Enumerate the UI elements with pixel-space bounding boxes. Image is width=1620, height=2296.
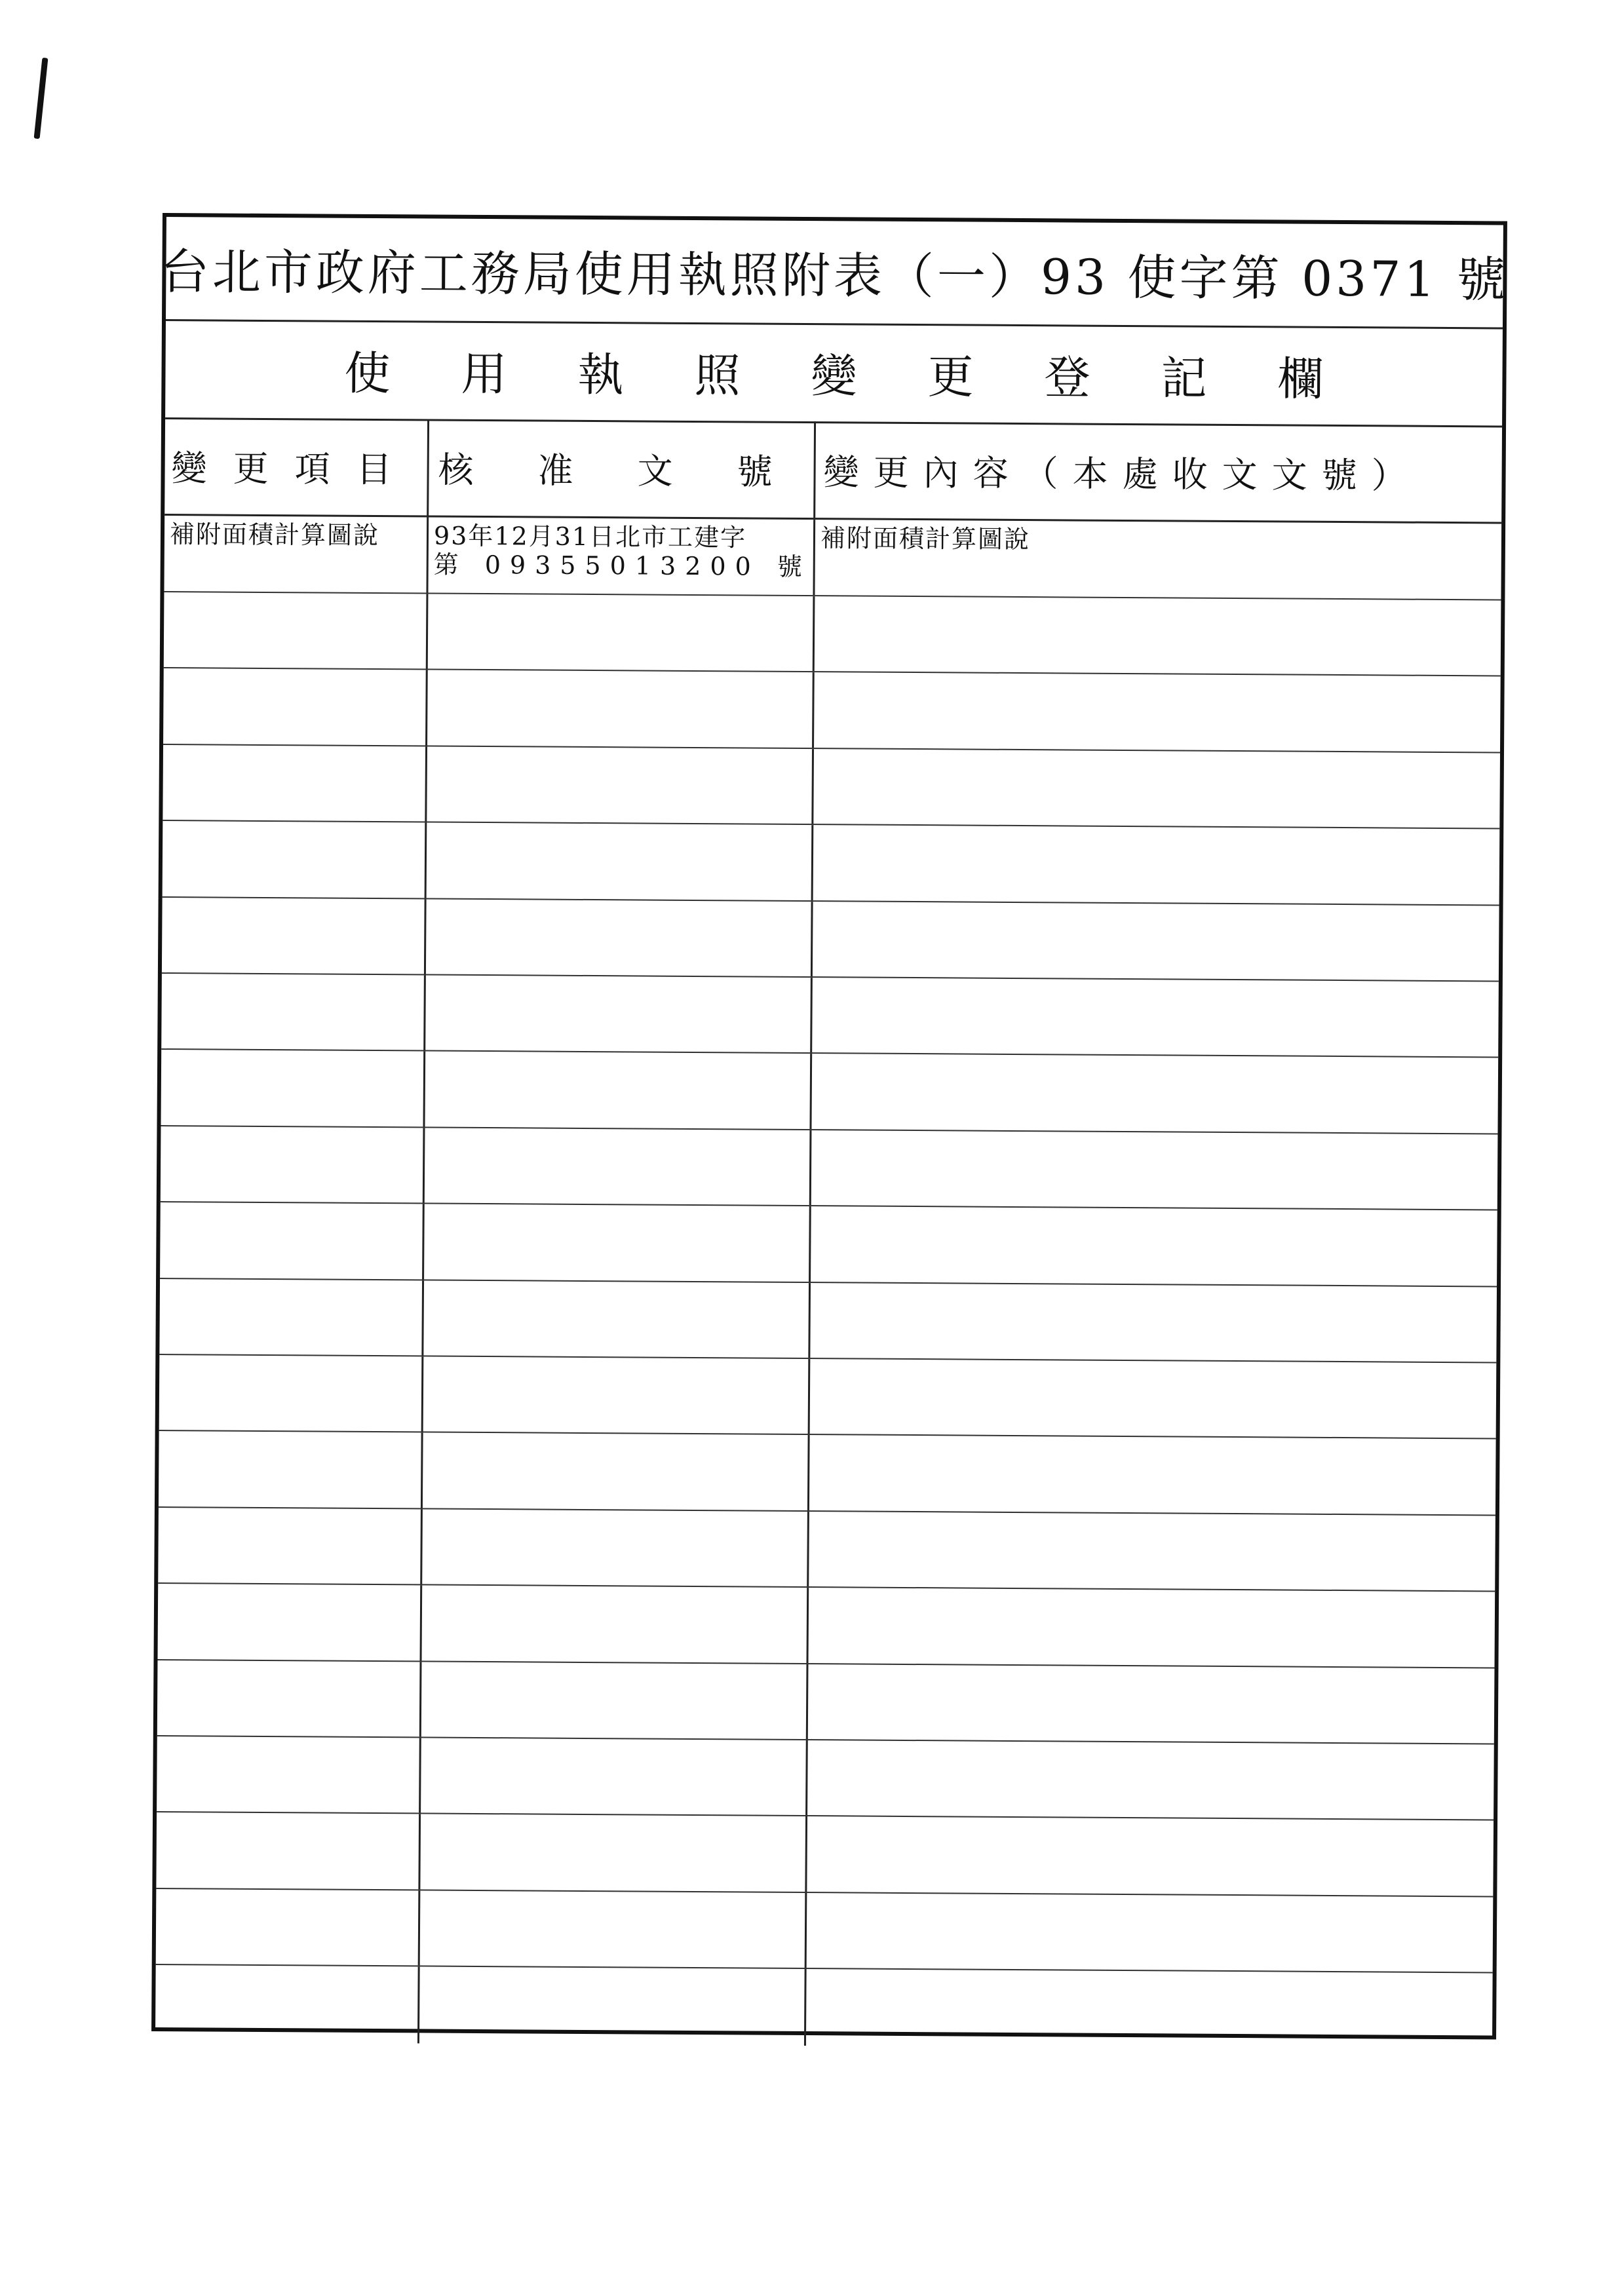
empty-table-row (163, 745, 1500, 830)
empty-table-row (158, 1508, 1495, 1592)
empty-table-row (163, 821, 1500, 906)
empty-cell (156, 1889, 419, 1966)
empty-cell (418, 1890, 805, 1968)
empty-cell (426, 594, 813, 671)
empty-cell (424, 899, 811, 976)
empty-cell (158, 1584, 421, 1660)
empty-cell (805, 1816, 1494, 1896)
empty-cell (811, 749, 1500, 828)
header-change-item: 變更項目 (171, 448, 418, 491)
empty-table-row (161, 974, 1499, 1058)
empty-cell (806, 1664, 1495, 1744)
empty-cell (422, 1204, 809, 1282)
empty-cell (157, 1660, 420, 1737)
empty-table-row (161, 1126, 1498, 1211)
empty-cell (159, 1355, 422, 1432)
empty-cell (813, 596, 1501, 676)
empty-table-row (159, 1431, 1496, 1516)
empty-cell (163, 668, 426, 745)
empty-table-row (159, 1355, 1497, 1440)
empty-table-row (156, 1812, 1494, 1897)
form-subtitle-text: 使用執照變更登記欄 (344, 346, 1395, 406)
empty-cell (418, 1814, 805, 1892)
empty-cell (807, 1588, 1495, 1667)
empty-cell (156, 1812, 419, 1889)
empty-cell (419, 1738, 806, 1815)
empty-cell (805, 1893, 1494, 1972)
empty-cell (808, 1283, 1497, 1362)
empty-cell (811, 902, 1499, 981)
entry-approval-number (426, 517, 813, 595)
empty-cell (159, 1279, 422, 1356)
empty-cell (421, 1433, 808, 1510)
empty-cell (161, 1050, 423, 1126)
empty-cell (157, 1736, 419, 1813)
empty-cell (161, 1126, 423, 1203)
empty-table-row (158, 1584, 1495, 1668)
empty-table-row (161, 1050, 1498, 1134)
empty-cell (808, 1359, 1497, 1438)
empty-cell (423, 1128, 810, 1205)
empty-cell (420, 1586, 807, 1663)
empty-table-row (156, 1889, 1494, 1974)
empty-cell (419, 1662, 807, 1739)
empty-table-row (155, 1965, 1493, 2050)
empty-table-row (159, 1279, 1497, 1364)
empty-cell (155, 1965, 418, 2043)
empty-cell (809, 1054, 1498, 1133)
pen-mark (34, 58, 48, 139)
empty-cell (809, 1206, 1497, 1286)
empty-cell (164, 592, 427, 669)
empty-cell (812, 672, 1501, 752)
empty-cell (425, 746, 812, 824)
empty-cell (810, 978, 1499, 1057)
table-row (164, 516, 1501, 600)
table-header-row (164, 417, 1502, 524)
empty-cell (811, 825, 1500, 904)
entry-change-content: 補附面積計算圖說 (813, 520, 1501, 599)
empty-table-row (163, 668, 1501, 753)
empty-cell (423, 975, 811, 1052)
empty-cell (425, 823, 812, 900)
empty-cell (163, 745, 425, 822)
empty-cell (420, 1509, 807, 1586)
empty-cell (163, 821, 425, 898)
empty-cell (423, 1052, 810, 1129)
empty-cell (804, 1969, 1493, 2050)
empty-cell (421, 1280, 809, 1358)
entry-change-item: 補附面積計算圖說 (169, 520, 380, 550)
empty-table-row (157, 1736, 1494, 1821)
form-subtitle (165, 319, 1503, 427)
empty-cell (807, 1435, 1496, 1514)
empty-cell (809, 1130, 1498, 1210)
header-approval-number: 核准文號 (427, 419, 814, 518)
empty-table-row (160, 1202, 1497, 1287)
empty-cell (159, 1431, 421, 1508)
empty-cell (805, 1740, 1494, 1820)
empty-cell (807, 1512, 1495, 1591)
empty-cell (421, 1356, 809, 1434)
empty-cell (158, 1508, 421, 1584)
form-title: 台北市政府工務局使用執照附表（一）93 使字第 0371 號 (166, 217, 1503, 329)
empty-cell (162, 898, 425, 974)
entry-approval-line1: 93年12月31日北市工建字 (433, 521, 747, 552)
entry-approval-line2: 第 09355013200 號 (433, 550, 811, 582)
empty-cell (161, 974, 424, 1050)
empty-cell (160, 1202, 423, 1279)
change-registration-form (151, 213, 1507, 2039)
header-change-content: 變更內容（本處收文文號） (813, 421, 1502, 522)
empty-cell (417, 1967, 805, 2046)
registration-table (155, 417, 1502, 2035)
empty-table-row (157, 1660, 1495, 1745)
empty-table-row (164, 592, 1501, 677)
empty-cell (425, 670, 813, 748)
empty-table-row (162, 898, 1499, 982)
